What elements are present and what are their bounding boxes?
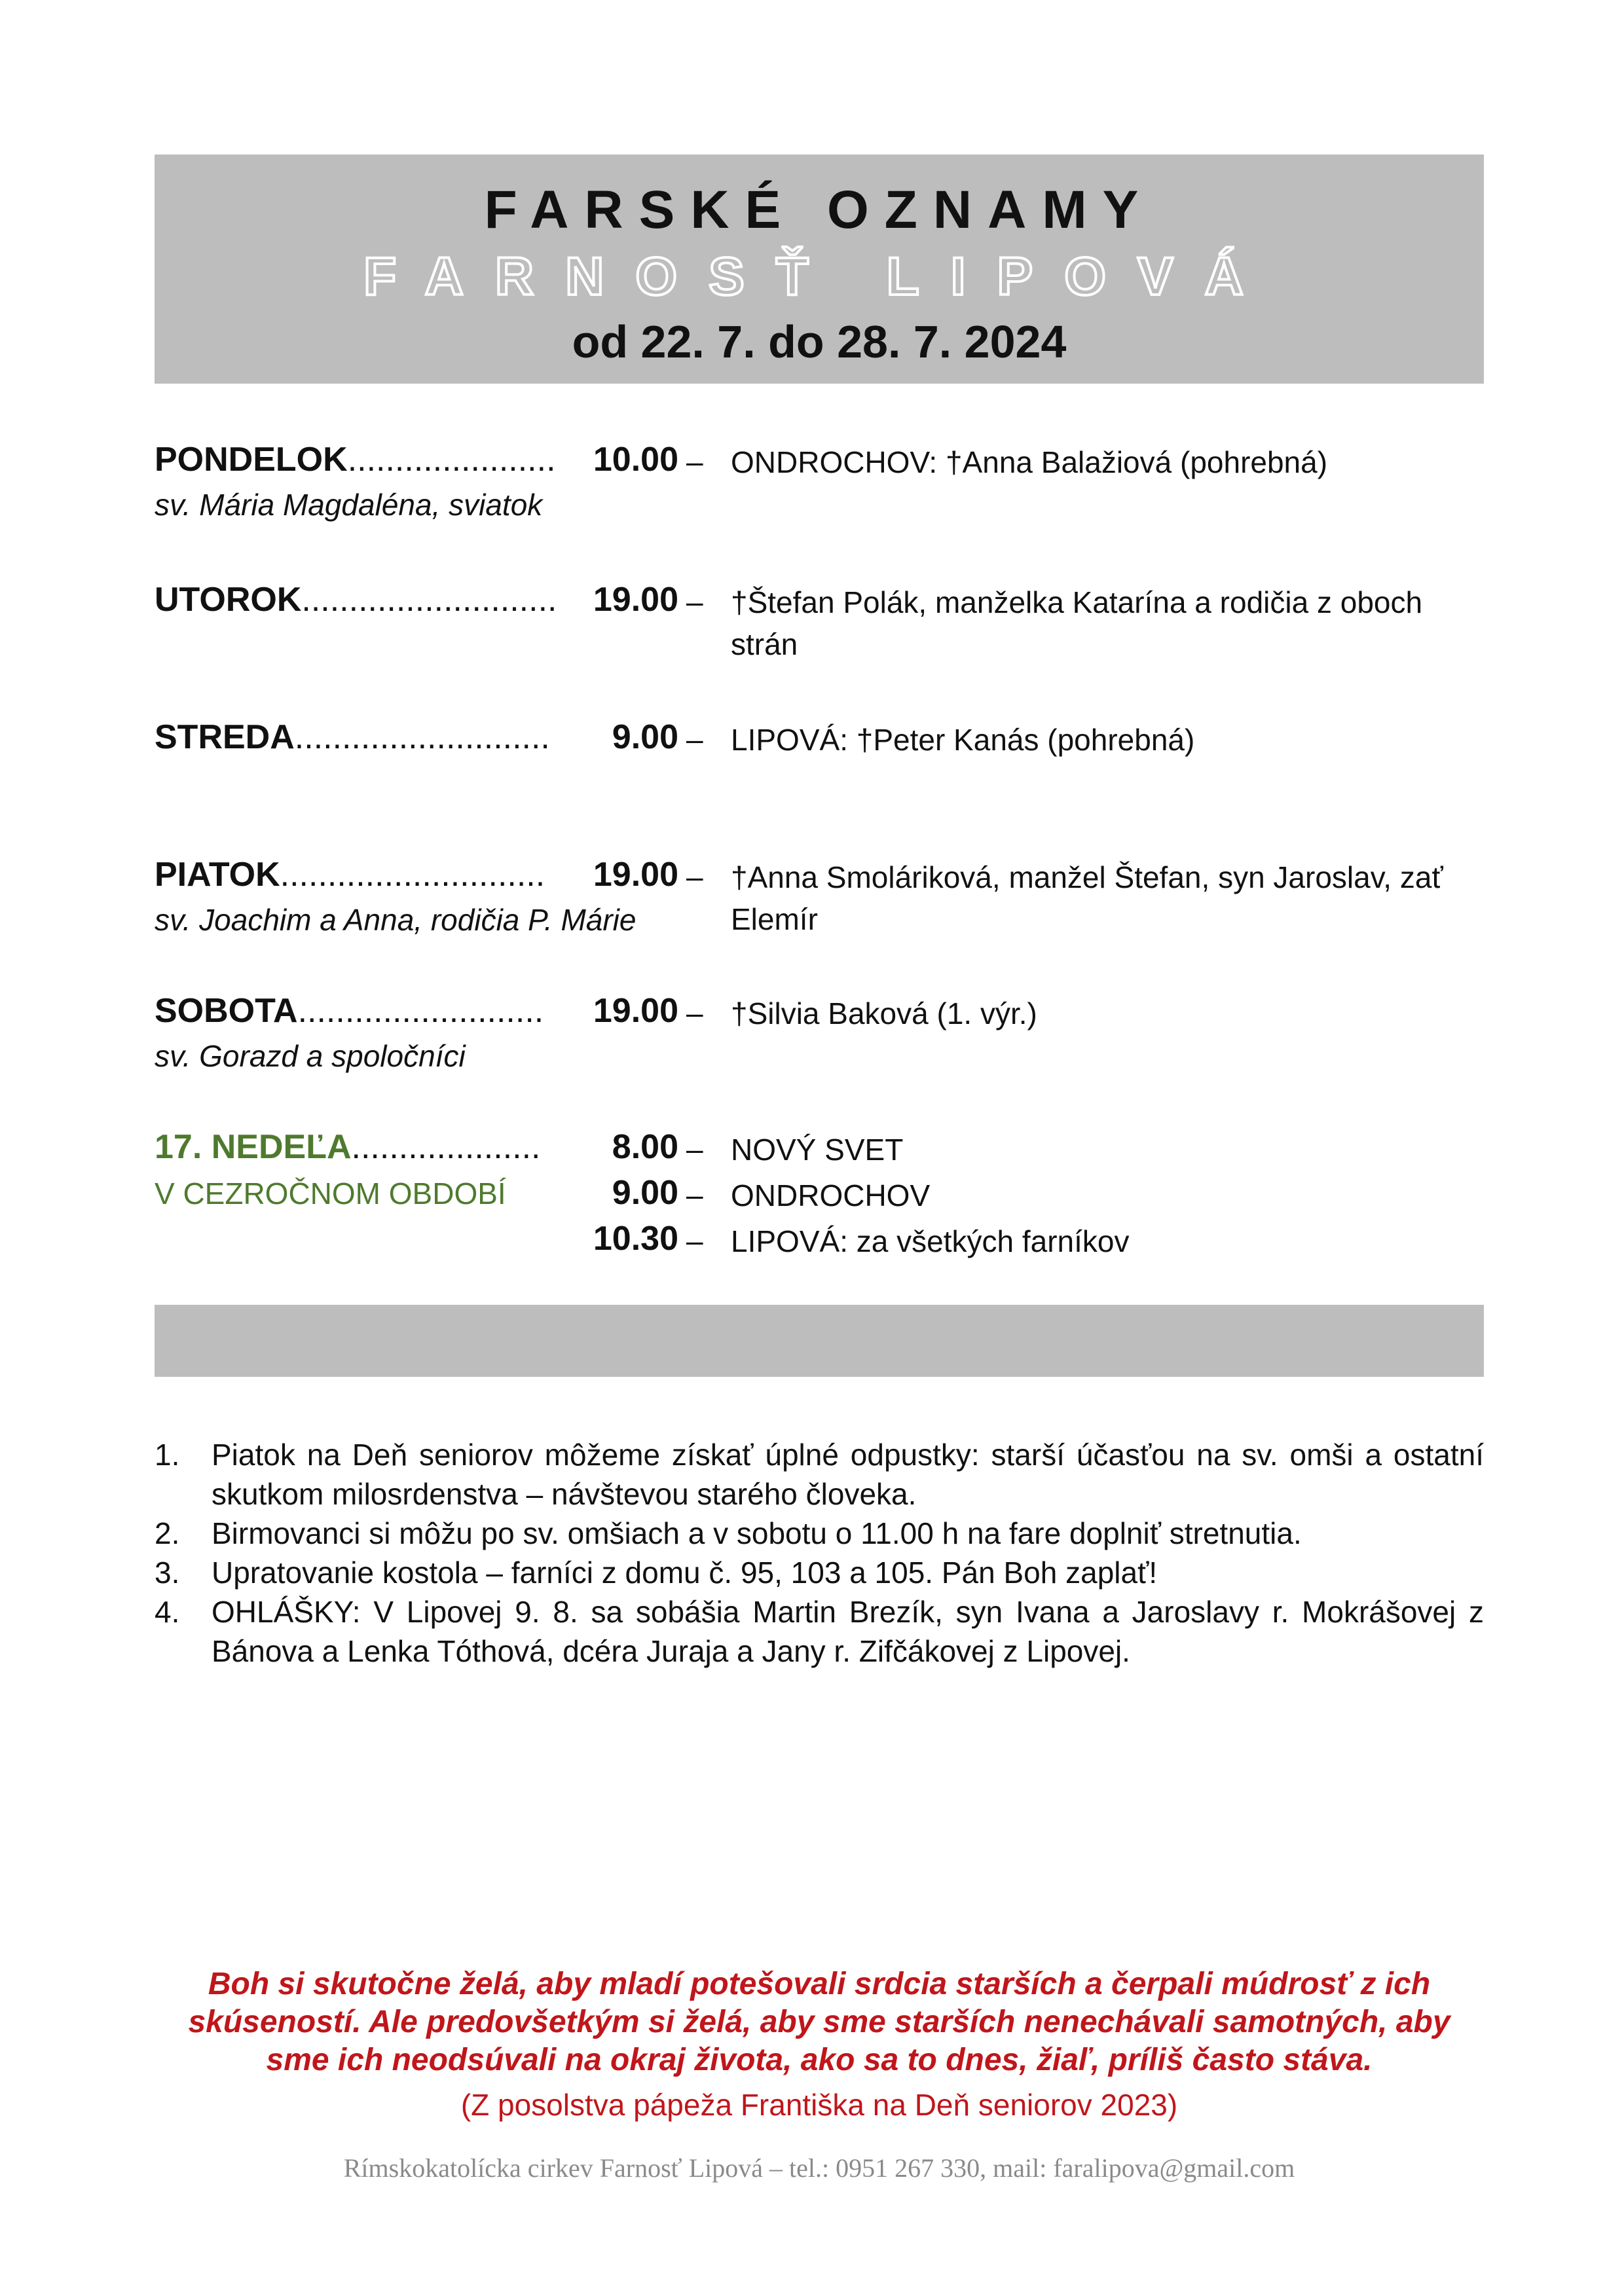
- liturgical-season: V CEZROČNOM OBDOBÍ: [155, 1176, 506, 1211]
- mass-time: 8.00: [612, 1128, 678, 1166]
- dash: –: [686, 445, 703, 479]
- mass-time: 10.00: [593, 441, 678, 479]
- day-monday: PONDELOK......................: [155, 441, 556, 479]
- mass-intention: †Štefan Polák, manželka Katarína a rodičia z oboch strán: [731, 585, 1423, 661]
- parish-name: FARNOSŤ LIPOVÁ: [363, 247, 1275, 306]
- mass-time: 19.00: [593, 581, 678, 619]
- date-range: od 22. 7. do 28. 7. 2024: [572, 316, 1067, 367]
- dash: –: [686, 1132, 703, 1166]
- list-item: 4. OHLÁŠKY: V Lipovej 9. 8. sa sobášia Martin Brezík, syn Ivana a Jaroslavy r. Mokrášovej z Bánova a Lenka Tóthová, dcéra Juraja a Jany r. Zifčákovej z Lipovej.: [155, 1595, 1484, 1668]
- day-wednesday: STREDA...........................: [155, 718, 550, 756]
- list-item: 1. Piatok na Deň seniorov môžeme získať úplné odpustky: starší účasťou na sv. omši a ostatní skutkom milosrdenstva – návštevou starého človeka.: [155, 1438, 1484, 1511]
- mass-intention: LIPOVÁ: za všetkých farníkov: [731, 1224, 1130, 1258]
- mass-intention: ONDROCHOV: †Anna Balažiová (pohrebná): [731, 445, 1328, 479]
- mass-time: 19.00: [593, 992, 678, 1030]
- mass-intention: NOVÝ SVET: [731, 1133, 904, 1167]
- quote-text: Boh si skutočne želá, aby mladí potešovali srdcia starších a čerpali múdrosť z ich skúseností. Ale predovšetkým si želá, aby sme starších nenechávali samotných, aby sme ich neodsúvali na okraj života, ako sa to dnes, žiaľ, príliš často stáva.: [188, 1967, 1450, 2077]
- day-friday: PIATOK............................: [155, 856, 545, 894]
- dash: –: [686, 860, 703, 894]
- mass-time: 9.00: [612, 718, 678, 756]
- mass-intention: LIPOVÁ: †Peter Kanás (pohrebná): [731, 723, 1195, 757]
- mass-intention: †Silvia Baková (1. výr.): [731, 996, 1037, 1030]
- footer-contact: Rímskokatolícka cirkev Farnosť Lipová – tel.: 0951 267 330, mail: faralipova@gmail.com: [343, 2153, 1295, 2183]
- day-tuesday: UTOROK...........................: [155, 581, 557, 619]
- feast-label: sv. Gorazd a spoločníci: [155, 1039, 466, 1073]
- dash: –: [686, 722, 703, 756]
- dash: –: [686, 996, 703, 1030]
- list-item: 3. Upratovanie kostola – farníci z domu č. 95, 103 a 105. Pán Boh zaplať!: [155, 1556, 1158, 1590]
- page-title: FARSKÉ OZNAMY: [484, 180, 1154, 240]
- announcements-list: [155, 1435, 1484, 1671]
- list-item: 2. Birmovanci si môžu po sv. omšiach a v sobotu o 11.00 h na fare doplniť stretnutia.: [155, 1516, 1302, 1550]
- header-banner: [155, 155, 1484, 384]
- mass-intention: ONDROCHOV: [731, 1178, 931, 1212]
- dash: –: [686, 1178, 703, 1212]
- mass-time: 19.00: [593, 856, 678, 894]
- feast-label: sv. Mária Magdaléna, sviatok: [155, 488, 543, 522]
- day-sunday: 17. NEDEĽA....................: [155, 1128, 541, 1166]
- quote-source: (Z posolstva pápeža Františka na Deň seniorov 2023): [460, 2088, 1178, 2122]
- dash: –: [686, 585, 703, 619]
- mass-time: 9.00: [612, 1174, 678, 1212]
- day-saturday: SOBOTA..........................: [155, 992, 544, 1030]
- mass-time: 10.30: [593, 1220, 678, 1258]
- feast-label: sv. Joachim a Anna, rodičia P. Márie: [155, 903, 637, 937]
- dash: –: [686, 1224, 703, 1258]
- section-divider: [155, 1305, 1484, 1377]
- mass-intention: †Anna Smoláriková, manžel Štefan, syn Jaroslav, zať Elemír: [731, 860, 1443, 936]
